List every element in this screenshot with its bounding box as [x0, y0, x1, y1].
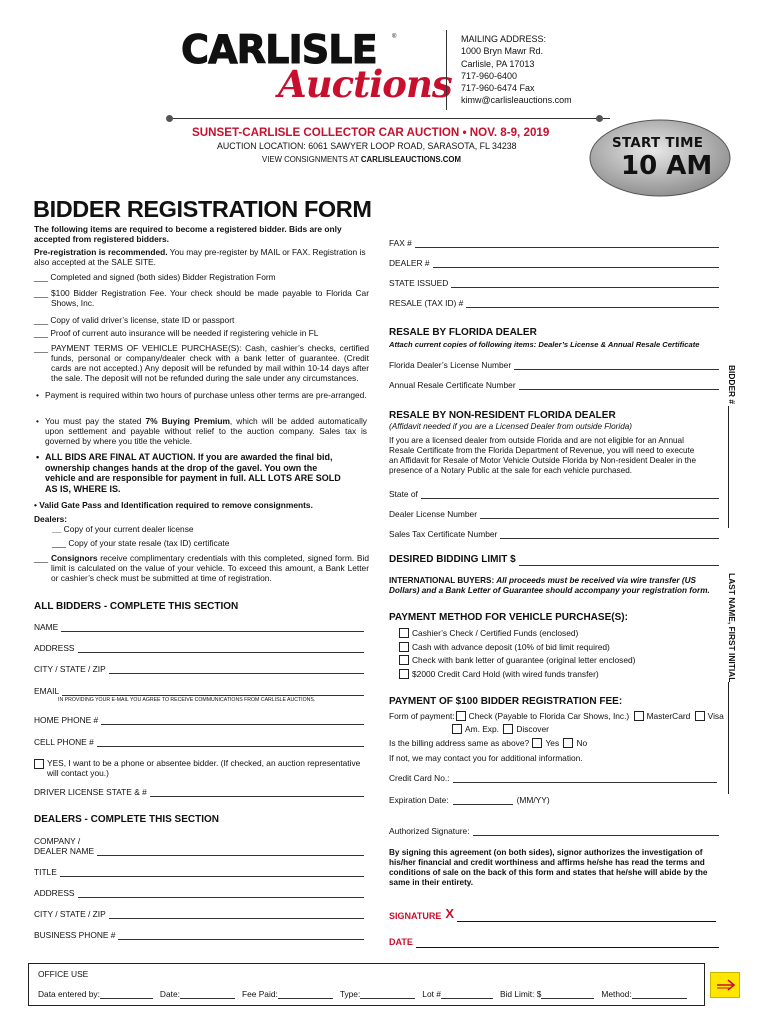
- dealer-city-state-zip-field[interactable]: CITY / STATE / ZIP: [34, 909, 364, 919]
- fp-visa-checkbox[interactable]: [695, 711, 705, 721]
- annual-resale-field[interactable]: Annual Resale Certificate Number: [389, 380, 719, 390]
- office-use-box: [28, 963, 705, 1006]
- expiration-row: Expiration Date: (MM/YY): [389, 795, 550, 805]
- next-page-arrow[interactable]: [710, 972, 740, 998]
- auction-location: AUCTION LOCATION: 6061 SAWYER LOOP ROAD, SARASOTA, FL 34238: [217, 141, 517, 151]
- name-field[interactable]: NAME: [34, 622, 364, 632]
- gate-pass-note: • Valid Gate Pass and Identification required to remove consignments.: [34, 500, 313, 510]
- florida-dealer-heading: RESALE BY FLORIDA DEALER: [389, 327, 537, 338]
- intro-required: The following items are required to become a registered bidder. Bids are only accepted from registered bidders.: [34, 224, 342, 244]
- side-bidder-number: BIDDER #: [727, 365, 737, 405]
- office-date-input[interactable]: [180, 990, 235, 999]
- dealers-heading: DEALERS - COMPLETE THIS SECTION: [34, 814, 220, 825]
- company-dealer-name-field[interactable]: DEALER NAME: [34, 846, 364, 856]
- header-rule: [170, 118, 610, 119]
- billing-yes-checkbox[interactable]: [532, 738, 542, 748]
- view-consignments: VIEW CONSIGNMENTS AT CARLISLEAUCTIONS.COM: [262, 155, 461, 164]
- payment-method-heading: PAYMENT METHOD FOR VEHICLE PURCHASE(S):: [389, 612, 628, 623]
- address-field[interactable]: ADDRESS: [34, 643, 364, 653]
- side-last-name-line[interactable]: [728, 682, 729, 794]
- mailing-address: MAILING ADDRESS: 1000 Bryn Mawr Rd. Carlisle, PA 17013 717-960-6400 717-960-6474 Fax kimw@carlisleauctions.com: [461, 34, 572, 106]
- state-of-field[interactable]: State of: [389, 489, 719, 499]
- pm-option-cashiers[interactable]: Cashier’s Check / Certified Funds (enclosed): [399, 627, 635, 641]
- office-type-input[interactable]: [360, 990, 415, 999]
- office-fee-paid-input[interactable]: [278, 990, 333, 999]
- florida-dealer-note: Attach current copies of following items: Dealer’s License & Annual Resale Certificate: [389, 340, 700, 349]
- billing-note: If not, we may contact you for additional information.: [389, 753, 583, 763]
- resale-tax-id-field[interactable]: RESALE (TAX ID) #: [389, 298, 719, 308]
- badge-10am: 10 AM: [621, 151, 713, 181]
- bullet-payment-two-hours: • Payment is required within two hours of purchase unless other terms are pre-arranged.: [45, 390, 367, 400]
- title-field[interactable]: TITLE: [34, 867, 364, 877]
- form-title: BIDDER REGISTRATION FORM: [33, 196, 372, 222]
- bullet-bids-final: • ALL BIDS ARE FINAL AT AUCTION. If you are awarded the final bid, ownership changes hands at the drop of the gavel. You own the vehicle and are responsible for payment in full. ALL LOTS ARE SOLD AS IS, WHERE IS.: [45, 452, 345, 494]
- pm-option-bank-letter[interactable]: Check with bank letter of guarantee (original letter enclosed): [399, 654, 635, 668]
- form-of-payment-row: Form of payment: Check (Payable to Florida Car Shows, Inc.) MasterCard Visa: [389, 711, 724, 721]
- office-lot-input[interactable]: [441, 990, 493, 999]
- logo-carlisle: CARLISLE: [181, 28, 377, 73]
- agreement-text: By signing this agreement (on both sides), signor authorizes the investigation of his/her financial and credit worthiness and affirms he/she has read the terms and conditions of sale on the back of this form and states that he/she will abide by the same in their entirety.: [389, 848, 708, 887]
- registration-fee-heading: PAYMENT OF $100 BIDDER REGISTRATION FEE:: [389, 696, 623, 707]
- email-note: IN PROVIDING YOUR E-MAIL YOU AGREE TO RECEIVE COMMUNICATIONS FROM CARLISLE AUCTIONS.: [58, 697, 316, 703]
- office-use-fields: Data entered by: Date: Fee Paid: Type: Lot # Bid Limit: $ Method:: [38, 989, 687, 999]
- fp-mastercard-checkbox[interactable]: [634, 711, 644, 721]
- req-item-license: ___ Copy of valid driver’s license, state ID or passport: [34, 315, 235, 325]
- logo-auctions: Auctions: [278, 62, 452, 106]
- pm-option-cash[interactable]: Cash with advance deposit (10% of bid limit required): [399, 641, 635, 655]
- pm-cash-checkbox[interactable]: [399, 642, 409, 652]
- dealer-license-number-field[interactable]: Dealer License Number: [389, 509, 719, 519]
- company-label: COMPANY /: [34, 836, 81, 846]
- city-state-zip-field[interactable]: CITY / STATE / ZIP: [34, 664, 364, 674]
- office-method-input[interactable]: [632, 990, 687, 999]
- pm-bank-letter-checkbox[interactable]: [399, 655, 409, 665]
- florida-license-field[interactable]: Florida Dealer’s License Number: [389, 360, 719, 370]
- all-bidders-heading: ALL BIDDERS - COMPLETE THIS SECTION: [34, 601, 239, 612]
- side-last-name: LAST NAME, FIRST INITIAL: [727, 573, 737, 683]
- consignors-note: ___ Consignors receive complimentary credentials with this completed, signed form. Bid limit is calculated on the value of your vehicle. To exceed this amount, a Bank Letter or cashier’s check must be submitted at time of registration.: [34, 553, 369, 583]
- credit-card-number-field[interactable]: Credit Card No.:: [389, 773, 717, 783]
- bullet-buying-premium: • You must pay the stated 7% Buying Premium, which will be added automatically upon settlement and payable without relief to the auction company. Sales tax is governed by where you title the vehicle.: [45, 416, 367, 446]
- sales-tax-cert-field[interactable]: Sales Tax Certificate Number: [389, 529, 719, 539]
- state-issued-field[interactable]: STATE ISSUED: [389, 278, 719, 288]
- office-use-label: OFFICE USE: [38, 969, 89, 979]
- phone-bidder-option[interactable]: YES, I want to be a phone or absentee bidder. (If checked, an auction representative will contact you.): [34, 758, 364, 778]
- international-buyers-note: INTERNATIONAL BUYERS: All proceeds must be received via wire transfer (US Dollars) and a Bank Letter of Guarantee should accompany your registration form.: [389, 576, 710, 595]
- non-resident-heading: RESALE BY NON-RESIDENT FLORIDA DEALER: [389, 410, 616, 421]
- mailing-divider: [446, 30, 447, 110]
- req-item-fee: ___ $100 Bidder Registration Fee. Your check should be made payable to Florida Car Shows, Inc.: [34, 288, 369, 308]
- req-item-insurance: ___ Proof of current auto insurance will be needed if registering vehicle in FL: [34, 328, 319, 338]
- driver-license-field[interactable]: DRIVER LICENSE STATE & #: [34, 787, 364, 797]
- rule-dot-left: [166, 115, 173, 122]
- expiration-input[interactable]: [453, 796, 513, 805]
- fax-field[interactable]: FAX #: [389, 238, 719, 248]
- dealer-number-field[interactable]: DEALER #: [389, 258, 719, 268]
- bidding-limit-field[interactable]: DESIRED BIDDING LIMIT $: [389, 554, 719, 566]
- logo-registered-mark: ®: [392, 34, 397, 40]
- req-item-payment-terms: ___ PAYMENT TERMS OF VEHICLE PURCHASE(S): Cash, cashier’s checks, certified funds, personal or company/dealer check with a bank letter of guarantee. (Credit cards are not accepted.) Any deposit will be refunded by mail within 10-14 days after the sale. The deposit will not be refunded during the sale under any circumstances.: [34, 343, 369, 383]
- non-resident-text: If you are a licensed dealer from outside Florida and are not eligible for an Annual Resale Certificate from the Florida Department of Revenue, you will need to execute an Affidavit for Resale of Motor Vehicle Outside Florida by Non-resident Dealer in the presence of a Notary Public at the sale for each vehicle purchased.: [389, 436, 697, 475]
- payment-method-options: [399, 627, 635, 681]
- intro-preregister: Pre-registration is recommended. You may pre-register by MAIL or FAX. Registration is also accepted at the SALE SITE.: [34, 247, 366, 267]
- dealer-req-license: __ Copy of your current dealer license: [52, 524, 194, 534]
- billing-same-row: Is the billing address same as above? Yes No: [389, 738, 588, 748]
- cell-phone-field[interactable]: CELL PHONE #: [34, 737, 364, 747]
- authorized-signature-field[interactable]: Authorized Signature:: [389, 826, 719, 836]
- fp-amex-checkbox[interactable]: [452, 724, 462, 734]
- fp-discover-checkbox[interactable]: [503, 724, 513, 734]
- pm-option-credit-card[interactable]: $2000 Credit Card Hold (with wired funds transfer): [399, 668, 635, 682]
- event-title: SUNSET-CARLISLE COLLECTOR CAR AUCTION • NOV. 8-9, 2019: [192, 126, 550, 139]
- arrow-right-icon: [711, 973, 741, 999]
- email-field[interactable]: EMAIL: [34, 686, 364, 696]
- side-bidder-line[interactable]: [728, 406, 729, 528]
- pm-credit-card-checkbox[interactable]: [399, 669, 409, 679]
- fp-check-checkbox[interactable]: [456, 711, 466, 721]
- home-phone-field[interactable]: HOME PHONE #: [34, 715, 364, 725]
- date-field[interactable]: DATE: [389, 937, 719, 948]
- dealer-address-field[interactable]: ADDRESS: [34, 888, 364, 898]
- signature-field[interactable]: SIGNATURE X: [389, 906, 716, 922]
- dealer-req-resale: ___ Copy of your state resale (tax ID) certificate: [52, 538, 230, 548]
- badge-start-time: START TIME: [612, 136, 704, 151]
- business-phone-field[interactable]: BUSINESS PHONE #: [34, 930, 364, 940]
- office-bid-limit-input[interactable]: [541, 990, 594, 999]
- office-data-entered-input[interactable]: [100, 990, 153, 999]
- dealers-label: Dealers:: [34, 514, 68, 524]
- pm-cashiers-checkbox[interactable]: [399, 628, 409, 638]
- non-resident-note: (Affidavit needed if you are a Licensed Dealer from outside Florida): [389, 422, 633, 431]
- billing-no-checkbox[interactable]: [563, 738, 573, 748]
- form-of-payment-row-2: Am. Exp. Discover: [452, 724, 549, 734]
- req-item-form: ___ Completed and signed (both sides) Bidder Registration Form: [34, 272, 276, 282]
- phone-bidder-checkbox[interactable]: [34, 759, 44, 769]
